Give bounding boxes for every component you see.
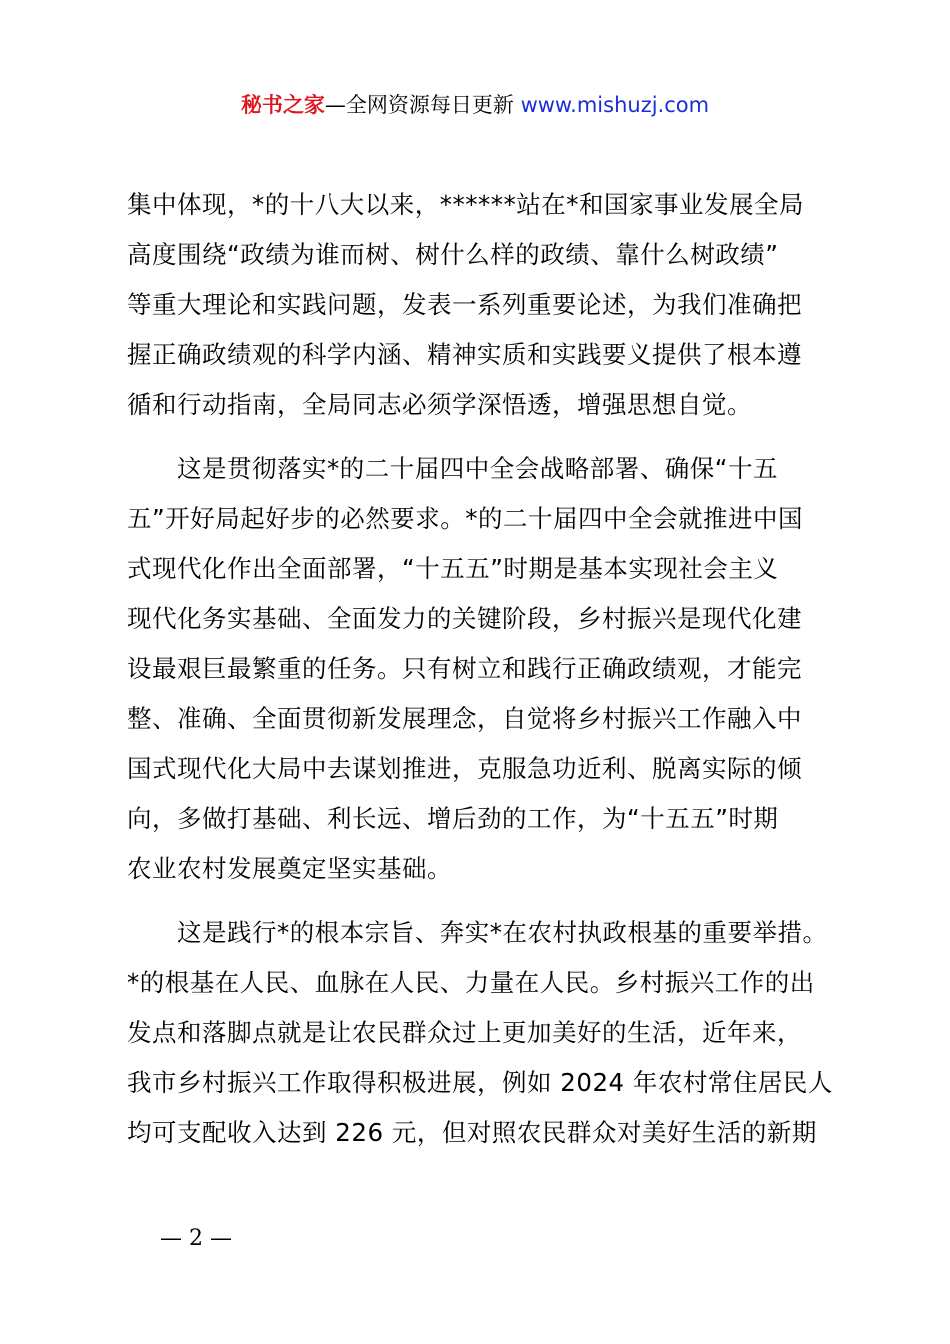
paragraph (127, 180, 842, 430)
text-line: 现代化务实基础、全面发力的关键阶段，乡村振兴是现代化建 (127, 604, 802, 633)
document-body (127, 180, 842, 1158)
text-line: 我市乡村振兴工作取得积极进展，例如 2024 年农村常住居民人 (127, 1068, 833, 1097)
paragraph-spacer (127, 430, 842, 444)
paragraph (127, 908, 842, 1158)
text-line: 发点和落脚点就是让农民群众过上更加美好的生活，近年来， (127, 1018, 802, 1047)
site-header (0, 88, 950, 122)
text-line: 五”开好局起好步的必然要求。*的二十届四中全会就推进中国 (127, 504, 803, 533)
text-line: 设最艰巨最繁重的任务。只有树立和践行正确政绩观，才能完 (127, 654, 802, 683)
header-tagline: —全网资源每日更新 (324, 93, 514, 117)
text-line: 握正确政绩观的科学内涵、精神实质和实践要义提供了根本遵 (127, 340, 802, 369)
text-line: 循和行动指南，全局同志必须学深悟透，增强思想自觉。 (127, 390, 752, 419)
text-line: 农业农村发展奠定坚实基础。 (127, 854, 452, 883)
text-line: 等重大理论和实践问题，发表一系列重要论述，为我们准确把 (127, 290, 802, 319)
text-line: 均可支配收入达到 226 元，但对照农民群众对美好生活的新期 (127, 1118, 817, 1147)
text-line: 向，多做打基础、利长远、增后劲的工作，为“十五五”时期 (127, 804, 779, 833)
text-line: 高度围绕“政绩为谁而树、树什么样的政绩、靠什么树政绩” (127, 240, 779, 269)
text-line: 这是践行*的根本宗旨、奔实*在农村执政根基的重要举措。 (177, 918, 828, 947)
page-number: — 2 — (160, 1226, 232, 1251)
text-line: 这是贯彻落实*的二十届四中全会战略部署、确保“十五 (177, 454, 778, 483)
paragraph (127, 444, 842, 894)
text-line: *的根基在人民、血脉在人民、力量在人民。乡村振兴工作的出 (127, 968, 815, 997)
text-line: 国式现代化大局中去谋划推进，克服急功近利、脱离实际的倾 (127, 754, 802, 783)
text-line: 集中体现，*的十八大以来，******站在*和国家事业发展全局 (127, 190, 804, 219)
site-url-link[interactable]: www.mishuzj.com (520, 93, 710, 117)
paragraph-spacer (127, 894, 842, 908)
text-line: 式现代化作出全面部署，“十五五”时期是基本实现社会主义 (127, 554, 779, 583)
brand-name: 秘书之家 (240, 93, 325, 117)
text-line: 整、准确、全面贯彻新发展理念，自觉将乡村振兴工作融入中 (127, 704, 802, 733)
